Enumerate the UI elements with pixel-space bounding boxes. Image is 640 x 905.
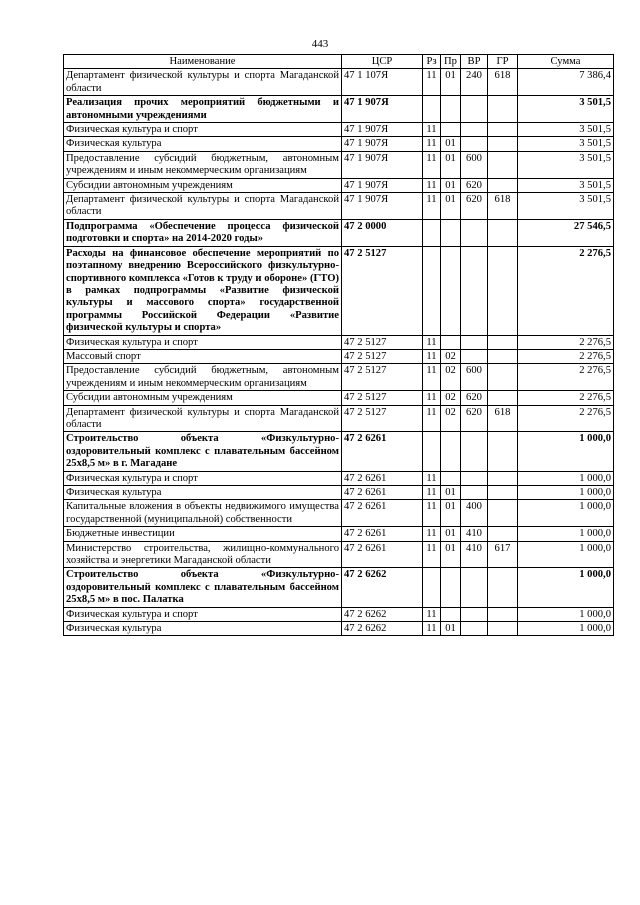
- cell-pr: [441, 219, 461, 246]
- cell-name: Физическая культура и спорт: [64, 471, 342, 485]
- header-sum: Сумма: [518, 55, 614, 69]
- cell-vr: [461, 432, 488, 471]
- header-row: [64, 55, 614, 69]
- cell-pr: 02: [441, 405, 461, 432]
- cell-name: Расходы на финансовое обеспечение мероприятий по поэтапному внедрению Всероссийского физкультурно-спортивного комплекса «Готов к труду и обороне» (ГТО) в рамках подпрограммы «Развитие физической культуры и массового спорта» государственной программы Российской Федерации «Развитие физической культуры и спорта»: [64, 246, 342, 335]
- table-row: [64, 622, 614, 636]
- cell-vr: [461, 607, 488, 621]
- table-row: [64, 123, 614, 137]
- cell-gr: [488, 568, 518, 607]
- table-row: [64, 486, 614, 500]
- cell-gr: 617: [488, 541, 518, 568]
- cell-name: Предоставление субсидий бюджетным, автономным учреждениям и иным некоммерческим организациям: [64, 364, 342, 391]
- cell-sum: 1 000,0: [518, 471, 614, 485]
- table-body: [64, 69, 614, 636]
- table-row: [64, 96, 614, 123]
- cell-rz: 11: [423, 349, 441, 363]
- cell-pr: 01: [441, 137, 461, 151]
- cell-sum: 3 501,5: [518, 151, 614, 178]
- cell-name: Субсидии автономным учреждениям: [64, 178, 342, 192]
- cell-csr: 47 2 5127: [342, 405, 423, 432]
- cell-sum: 2 276,5: [518, 405, 614, 432]
- cell-name: Физическая культура и спорт: [64, 123, 342, 137]
- cell-rz: 11: [423, 471, 441, 485]
- cell-gr: [488, 137, 518, 151]
- cell-sum: 2 276,5: [518, 349, 614, 363]
- table-row: [64, 364, 614, 391]
- cell-vr: 600: [461, 364, 488, 391]
- cell-sum: 3 501,5: [518, 137, 614, 151]
- cell-rz: 11: [423, 500, 441, 527]
- cell-gr: 618: [488, 193, 518, 220]
- cell-name: Подпрограмма «Обеспечение процесса физической подготовки и спорта» на 2014-2020 годы»: [64, 219, 342, 246]
- cell-pr: 01: [441, 486, 461, 500]
- cell-gr: 618: [488, 69, 518, 96]
- cell-csr: 47 2 6261: [342, 541, 423, 568]
- cell-rz: 11: [423, 335, 441, 349]
- cell-csr: 47 2 6262: [342, 607, 423, 621]
- cell-vr: 620: [461, 391, 488, 405]
- header-name: Наименование: [64, 55, 342, 69]
- cell-gr: [488, 622, 518, 636]
- cell-vr: 240: [461, 69, 488, 96]
- table-row: [64, 246, 614, 335]
- cell-rz: [423, 246, 441, 335]
- table-row: [64, 432, 614, 471]
- cell-pr: 01: [441, 541, 461, 568]
- table-row: [64, 607, 614, 621]
- cell-vr: [461, 219, 488, 246]
- cell-csr: 47 2 5127: [342, 335, 423, 349]
- cell-gr: [488, 96, 518, 123]
- cell-csr: 47 2 6261: [342, 527, 423, 541]
- cell-name: Бюджетные инвестиции: [64, 527, 342, 541]
- cell-name: Физическая культура: [64, 486, 342, 500]
- cell-gr: [488, 151, 518, 178]
- cell-csr: 47 2 6262: [342, 622, 423, 636]
- cell-name: Физическая культура и спорт: [64, 335, 342, 349]
- cell-vr: 410: [461, 541, 488, 568]
- cell-gr: [488, 123, 518, 137]
- cell-csr: 47 1 907Я: [342, 193, 423, 220]
- cell-csr: 47 2 5127: [342, 391, 423, 405]
- cell-pr: 01: [441, 500, 461, 527]
- cell-gr: [488, 607, 518, 621]
- cell-name: Физическая культура: [64, 622, 342, 636]
- cell-sum: 1 000,0: [518, 541, 614, 568]
- cell-vr: 620: [461, 178, 488, 192]
- cell-rz: 11: [423, 137, 441, 151]
- cell-gr: [488, 432, 518, 471]
- cell-rz: [423, 568, 441, 607]
- cell-vr: [461, 96, 488, 123]
- budget-table: [63, 54, 614, 636]
- cell-sum: 2 276,5: [518, 335, 614, 349]
- table-row: [64, 219, 614, 246]
- cell-csr: 47 2 5127: [342, 364, 423, 391]
- cell-sum: 3 501,5: [518, 96, 614, 123]
- cell-sum: 1 000,0: [518, 607, 614, 621]
- header-pr: Пр: [441, 55, 461, 69]
- cell-rz: 11: [423, 622, 441, 636]
- cell-gr: [488, 349, 518, 363]
- table-row: [64, 349, 614, 363]
- cell-pr: [441, 568, 461, 607]
- cell-name: Массовый спорт: [64, 349, 342, 363]
- table-row: [64, 405, 614, 432]
- cell-vr: 400: [461, 500, 488, 527]
- cell-sum: 3 501,5: [518, 178, 614, 192]
- cell-vr: [461, 349, 488, 363]
- cell-pr: 01: [441, 193, 461, 220]
- cell-pr: [441, 96, 461, 123]
- cell-csr: 47 1 907Я: [342, 123, 423, 137]
- cell-pr: 01: [441, 151, 461, 178]
- cell-name: Департамент физической культуры и спорта Магаданской области: [64, 405, 342, 432]
- cell-name: Департамент физической культуры и спорта Магаданской области: [64, 193, 342, 220]
- table-row: [64, 335, 614, 349]
- cell-vr: 620: [461, 405, 488, 432]
- cell-sum: 1 000,0: [518, 500, 614, 527]
- cell-csr: 47 2 6261: [342, 471, 423, 485]
- header-rz: Рз: [423, 55, 441, 69]
- cell-gr: [488, 486, 518, 500]
- cell-name: Субсидии автономным учреждениям: [64, 391, 342, 405]
- cell-sum: 3 501,5: [518, 193, 614, 220]
- cell-gr: [488, 219, 518, 246]
- cell-rz: 11: [423, 607, 441, 621]
- cell-csr: 47 1 907Я: [342, 178, 423, 192]
- cell-rz: 11: [423, 527, 441, 541]
- cell-csr: 47 2 6261: [342, 432, 423, 471]
- cell-rz: [423, 219, 441, 246]
- cell-rz: 11: [423, 405, 441, 432]
- table-row: [64, 527, 614, 541]
- cell-gr: 618: [488, 405, 518, 432]
- cell-vr: [461, 471, 488, 485]
- page-number: 443: [311, 38, 329, 50]
- table-row: [64, 137, 614, 151]
- cell-sum: 7 386,4: [518, 69, 614, 96]
- cell-gr: [488, 527, 518, 541]
- cell-gr: [488, 500, 518, 527]
- cell-csr: 47 2 5127: [342, 349, 423, 363]
- cell-pr: [441, 432, 461, 471]
- cell-pr: 01: [441, 178, 461, 192]
- cell-sum: 1 000,0: [518, 622, 614, 636]
- cell-vr: [461, 486, 488, 500]
- cell-rz: [423, 432, 441, 471]
- cell-name: Предоставление субсидий бюджетным, автономным учреждениям и иным некоммерческим организациям: [64, 151, 342, 178]
- cell-sum: 3 501,5: [518, 123, 614, 137]
- cell-gr: [488, 364, 518, 391]
- cell-gr: [488, 391, 518, 405]
- cell-sum: 2 276,5: [518, 364, 614, 391]
- cell-csr: 47 2 6261: [342, 500, 423, 527]
- table-row: [64, 193, 614, 220]
- cell-rz: 11: [423, 69, 441, 96]
- cell-rz: 11: [423, 541, 441, 568]
- table-row: [64, 541, 614, 568]
- cell-name: Строительство объекта «Физкультурно-оздоровительный комплекс с плавательным бассейном 25х8,5 м» в пос. Палатка: [64, 568, 342, 607]
- cell-pr: [441, 123, 461, 137]
- cell-name: Министерство строительства, жилищно-коммунального хозяйства и энергетики Магаданской области: [64, 541, 342, 568]
- cell-rz: 11: [423, 364, 441, 391]
- cell-vr: [461, 137, 488, 151]
- table-row: [64, 500, 614, 527]
- cell-csr: 47 2 6261: [342, 486, 423, 500]
- cell-csr: 47 1 107Я: [342, 69, 423, 96]
- table-row: [64, 69, 614, 96]
- cell-vr: 620: [461, 193, 488, 220]
- cell-pr: 02: [441, 364, 461, 391]
- cell-vr: 600: [461, 151, 488, 178]
- cell-rz: 11: [423, 178, 441, 192]
- cell-csr: 47 1 907Я: [342, 96, 423, 123]
- cell-csr: 47 2 6262: [342, 568, 423, 607]
- cell-name: Физическая культура: [64, 137, 342, 151]
- cell-csr: 47 1 907Я: [342, 151, 423, 178]
- cell-vr: 410: [461, 527, 488, 541]
- header-csr: ЦСР: [342, 55, 423, 69]
- cell-rz: [423, 96, 441, 123]
- cell-pr: 02: [441, 349, 461, 363]
- cell-vr: [461, 335, 488, 349]
- cell-rz: 11: [423, 123, 441, 137]
- cell-sum: 1 000,0: [518, 568, 614, 607]
- cell-vr: [461, 246, 488, 335]
- cell-vr: [461, 622, 488, 636]
- cell-sum: 2 276,5: [518, 391, 614, 405]
- cell-vr: [461, 568, 488, 607]
- header-vr: ВР: [461, 55, 488, 69]
- cell-name: Реализация прочих мероприятий бюджетными и автономными учреждениями: [64, 96, 342, 123]
- table-row: [64, 391, 614, 405]
- cell-pr: 02: [441, 391, 461, 405]
- header-gr: ГР: [488, 55, 518, 69]
- cell-name: Строительство объекта «Физкультурно-оздоровительный комплекс с плавательным бассейном 25х8,5 м» в г. Магадане: [64, 432, 342, 471]
- table-row: [64, 151, 614, 178]
- cell-csr: 47 1 907Я: [342, 137, 423, 151]
- cell-vr: [461, 123, 488, 137]
- cell-pr: [441, 246, 461, 335]
- table-row: [64, 178, 614, 192]
- cell-gr: [488, 471, 518, 485]
- cell-gr: [488, 335, 518, 349]
- cell-sum: 1 000,0: [518, 527, 614, 541]
- cell-name: Капитальные вложения в объекты недвижимого имущества государственной (муниципальной) собственности: [64, 500, 342, 527]
- table-row: [64, 568, 614, 607]
- cell-rz: 11: [423, 151, 441, 178]
- cell-rz: 11: [423, 391, 441, 405]
- cell-rz: 11: [423, 193, 441, 220]
- table-row: [64, 471, 614, 485]
- cell-pr: 01: [441, 527, 461, 541]
- cell-gr: [488, 178, 518, 192]
- cell-gr: [488, 246, 518, 335]
- cell-name: Департамент физической культуры и спорта Магаданской области: [64, 69, 342, 96]
- cell-pr: [441, 471, 461, 485]
- cell-pr: [441, 335, 461, 349]
- cell-sum: 1 000,0: [518, 432, 614, 471]
- cell-pr: 01: [441, 69, 461, 96]
- cell-sum: 27 546,5: [518, 219, 614, 246]
- cell-pr: [441, 607, 461, 621]
- cell-pr: 01: [441, 622, 461, 636]
- cell-name: Физическая культура и спорт: [64, 607, 342, 621]
- cell-rz: 11: [423, 486, 441, 500]
- cell-sum: 2 276,5: [518, 246, 614, 335]
- cell-sum: 1 000,0: [518, 486, 614, 500]
- cell-csr: 47 2 0000: [342, 219, 423, 246]
- cell-csr: 47 2 5127: [342, 246, 423, 335]
